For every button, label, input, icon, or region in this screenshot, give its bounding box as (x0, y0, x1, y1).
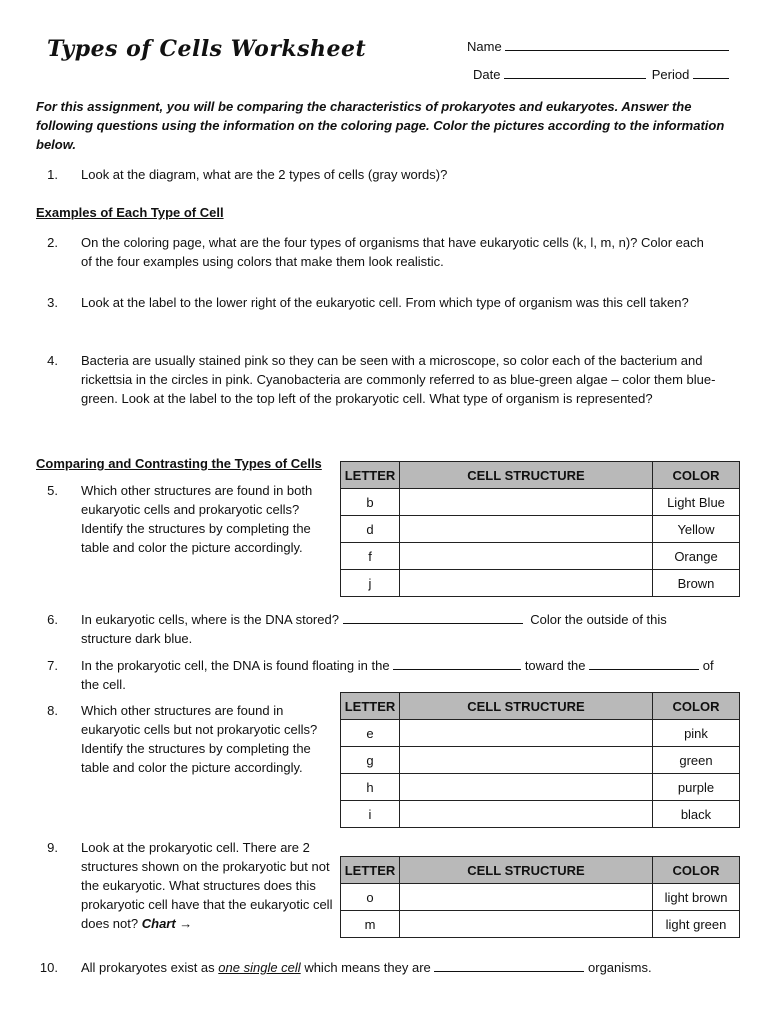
date-label: Date (473, 67, 501, 82)
question-text: Which other structures are found in eukaryotic cells but not prokaryotic cells? Identify the structures by completing the table and color the picture accordingly. (81, 703, 318, 775)
structure-answer-cell[interactable] (400, 801, 653, 828)
question-8 (36, 701, 326, 777)
letter-cell: e (341, 720, 400, 747)
question-text: Look at the label to the lower right of the eukaryotic cell. From which type of organism was this cell taken? (81, 295, 689, 310)
color-cell: light brown (653, 884, 740, 911)
structure-answer-cell[interactable] (400, 884, 653, 911)
question-text: On the coloring page, what are the four types of organisms that have eukaryotic cells (k, l, m, n)? Color each of the four examples using colors that make them look realistic. (81, 235, 704, 269)
table-row (341, 774, 740, 801)
structure-table-prokaryotic (340, 856, 740, 938)
question-text-wrap (81, 958, 716, 977)
color-cell: green (653, 747, 740, 774)
question-text: Bacteria are usually stained pink so they can be seen with a microscope, so color each of the bacterium and rickettsia in the circles in pink. Cyanobacteria are commonly referred to as blue-green algae – color them blue-green. Look at the label to the top left of the prokaryotic cell. What type of organism is represented? (81, 353, 716, 406)
color-cell: Orange (653, 543, 740, 570)
column-header-structure: CELL STRUCTURE (400, 857, 653, 884)
question-number: 7. (47, 658, 58, 673)
column-header-structure: CELL STRUCTURE (400, 462, 653, 489)
question-number: 6. (47, 612, 58, 627)
structure-answer-cell[interactable] (400, 543, 653, 570)
question-text: All prokaryotes exist as (81, 960, 215, 975)
question-number: 2. (47, 235, 58, 250)
table-row (341, 543, 740, 570)
answer-blank[interactable] (589, 657, 699, 670)
question-6 (36, 610, 716, 648)
question-text: which means they are (304, 960, 431, 975)
color-cell: black (653, 801, 740, 828)
letter-cell: b (341, 489, 400, 516)
question-text: of the cell. (81, 658, 714, 692)
question-text-wrap (81, 610, 716, 648)
letter-cell: h (341, 774, 400, 801)
table-header-row (341, 857, 740, 884)
question-text: toward the (524, 658, 586, 673)
section-heading-comparing: Comparing and Contrasting the Types of Cells (36, 456, 322, 471)
table-row (341, 801, 740, 828)
letter-cell: j (341, 570, 400, 597)
question-5 (36, 481, 326, 557)
table-row (341, 489, 740, 516)
color-cell: pink (653, 720, 740, 747)
name-label: Name (467, 39, 502, 54)
question-10 (36, 958, 716, 977)
question-text-wrap (81, 838, 336, 933)
question-text: Look at the prokaryotic cell. There are 2 structures shown on the prokaryotic but not the eukaryotic. What structures does this prokaryotic cell have that the eukaryotic cell does not? (81, 840, 333, 931)
color-cell: purple (653, 774, 740, 801)
question-number: 1. (47, 167, 58, 182)
table-header-row (341, 462, 740, 489)
table-row (341, 747, 740, 774)
period-blank[interactable] (693, 66, 729, 79)
question-2 (36, 233, 716, 271)
question-number: 4. (47, 353, 58, 368)
question-text: In eukaryotic cells, where is the DNA stored? (81, 612, 339, 627)
emphasized-text: one single cell (218, 960, 301, 975)
structure-answer-cell[interactable] (400, 489, 653, 516)
column-header-letter: LETTER (341, 693, 400, 720)
color-cell: Light Blue (653, 489, 740, 516)
question-text: Look at the diagram, what are the 2 types of cells (gray words)? (81, 167, 448, 182)
answer-blank[interactable] (393, 657, 521, 670)
column-header-letter: LETTER (341, 857, 400, 884)
question-text-wrap (81, 656, 716, 694)
section-heading-examples: Examples of Each Type of Cell (36, 205, 224, 220)
question-number: 3. (47, 295, 58, 310)
structure-answer-cell[interactable] (400, 774, 653, 801)
structure-table-shared (340, 461, 740, 597)
date-field[interactable] (473, 66, 729, 84)
color-cell: light green (653, 911, 740, 938)
table-row (341, 720, 740, 747)
question-text: organisms. (588, 960, 652, 975)
table-row (341, 911, 740, 938)
question-text: In the prokaryotic cell, the DNA is found floating in the (81, 658, 390, 673)
structure-table-eukaryotic (340, 692, 740, 828)
structure-answer-cell[interactable] (400, 747, 653, 774)
letter-cell: i (341, 801, 400, 828)
name-field[interactable] (467, 38, 729, 56)
question-4 (36, 351, 716, 408)
page-title: Types of Cells Worksheet (47, 36, 367, 62)
column-header-color: COLOR (653, 693, 740, 720)
table-row (341, 516, 740, 543)
question-number: 8. (47, 703, 58, 718)
question-1 (36, 165, 716, 184)
structure-answer-cell[interactable] (400, 911, 653, 938)
answer-blank[interactable] (343, 611, 523, 624)
structure-answer-cell[interactable] (400, 720, 653, 747)
letter-cell: d (341, 516, 400, 543)
color-cell: Yellow (653, 516, 740, 543)
letter-cell: o (341, 884, 400, 911)
table-row (341, 570, 740, 597)
question-number: 10. (39, 960, 58, 975)
question-7 (36, 656, 716, 694)
letter-cell: m (341, 911, 400, 938)
date-blank[interactable] (504, 66, 646, 79)
question-number: 9. (47, 840, 58, 855)
column-header-color: COLOR (653, 857, 740, 884)
column-header-structure: CELL STRUCTURE (400, 693, 653, 720)
question-text: Which other structures are found in both eukaryotic cells and prokaryotic cells? Identify the structures by completing the table and color the picture accordingly. (81, 483, 313, 555)
structure-answer-cell[interactable] (400, 516, 653, 543)
instructions: For this assignment, you will be comparing the characteristics of prokaryotes and eukaryotes. Answer the following questions using the information on the coloring page. Color the pictures according to the information below. (36, 99, 725, 152)
column-header-color: COLOR (653, 462, 740, 489)
letter-cell: f (341, 543, 400, 570)
table-header-row (341, 693, 740, 720)
question-3 (36, 293, 716, 312)
question-number: 5. (47, 483, 58, 498)
chart-reference: Chart → (141, 916, 193, 931)
question-9 (36, 838, 336, 933)
column-header-letter: LETTER (341, 462, 400, 489)
question-text: Color the outside of this structure dark blue. (81, 612, 667, 646)
table-row (341, 884, 740, 911)
letter-cell: g (341, 747, 400, 774)
structure-answer-cell[interactable] (400, 570, 653, 597)
color-cell: Brown (653, 570, 740, 597)
period-label: Period (651, 67, 690, 82)
answer-blank[interactable] (434, 959, 584, 972)
name-blank[interactable] (505, 38, 729, 51)
